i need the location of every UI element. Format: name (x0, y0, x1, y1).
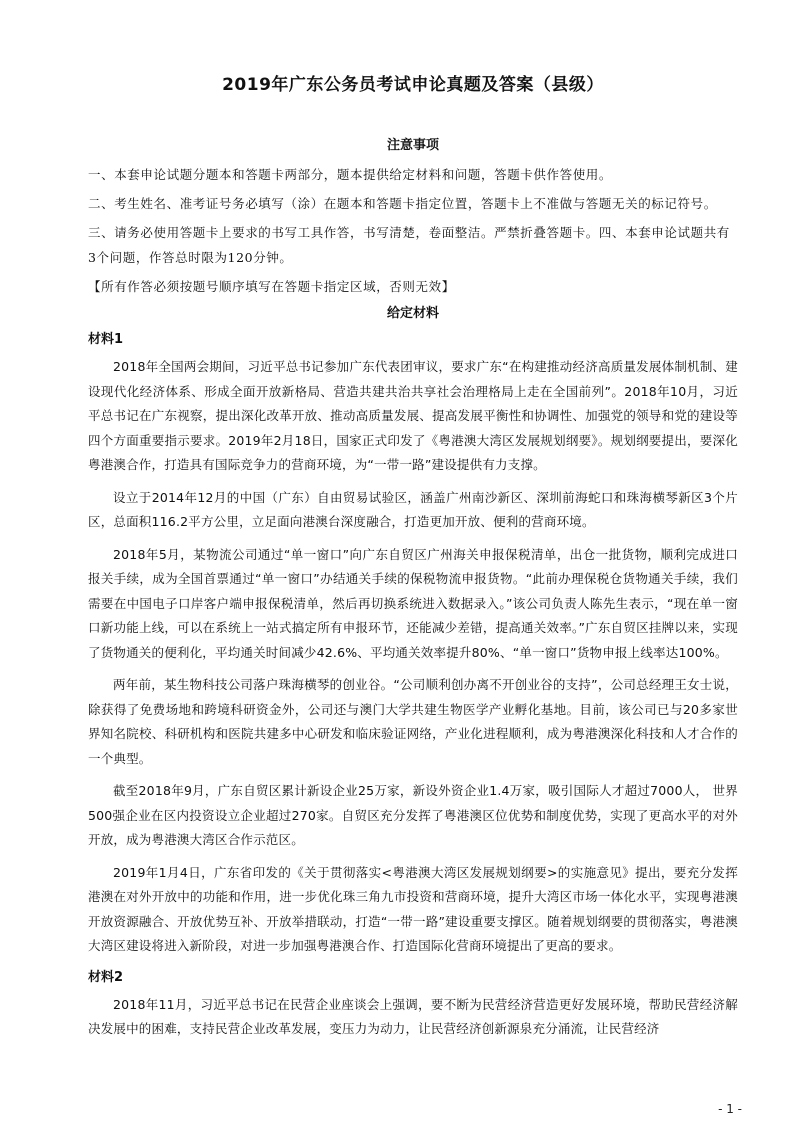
material-paragraph: 2019年1月4日，广东省印发的《关于贯彻落实<粤港澳大湾区发展规划纲要>的实施意见》提出，要充分发挥港澳在对外开放中的功能和作用，进一步优化珠三角九市投资和营商环境，提升大湾区市场一体化水平，实现粤港澳开放资源融合、开放优势互补、开放举措联动，打造“一带一路”建设重要支撑区。随着规划纲要的贯彻落实，粤港澳大湾区建设将进入新阶段，对进一步加强粤港澳合作、打造国际化营商环境提出了更高的要求。 (88, 864, 738, 953)
material-paragraph: 截至2018年9月，广东自贸区累计新设企业25万家，新设外资企业1.4万家，吸引国际人才超过7000人， 世界500强企业在区内投资设立企业超过270家。自贸区充分发挥了粤港澳区位优势和制度优势，实现了更高水平的对外开放，成为粤港澳大湾区合作示范区。 (88, 783, 738, 847)
notice-list (88, 162, 738, 299)
material-paragraph: 2018年11月，习近平总书记在民营企业座谈会上强调，要不断为民营经济营造更好发展环境，帮助民营经济解决发展中的困难，支持民营企业改革发展，变压力为动力，让民营经济创新源泉充分涌流，让民营经济 (88, 996, 738, 1036)
material-paragraph: 设立于2014年12月的中国（广东）自由贸易试验区，涵盖广州南沙新区、深圳前海蛇口和珠海横琴新区3个片区，总面积116.2平方公里，立足面向港澳台深度融合，打造更加开放、便利的营商环境。 (88, 489, 738, 529)
notice-heading: 注意事项 (386, 138, 439, 153)
material-paragraph: 两年前，某生物科技公司落户珠海横琴的创业谷。“公司顺利创办离不开创业谷的支持”，公司总经理王女士说，除获得了免费场地和跨境科研资金外，公司还与澳门大学共建生物医学产业孵化基地。目前，该公司已与20多家世界知名院校、科研机构和医院共建多中心研发和临床验证网络，产业化进程顺利，成为粤港澳深化科技和人才合作的一个典型。 (88, 677, 738, 766)
notice-item: 一、本套申论试题分题本和答题卡两部分，题本提供给定材料和问题，答题卡供作答使用。 (88, 167, 613, 182)
material-paragraph: 2018年全国两会期间，习近平总书记参加广东代表团审议，要求广东“在构建推动经济高质量发展体制机制、建设现代化经济体系、形成全面开放新格局、营造共建共治共享社会治理格局上走在全国前列”。2018年10月，习近平总书记在广东视察，提出深化改革开放、推动高质量发展、提高发展平衡性和协调性、加强党的领导和党的建设等四个方面重要指示要求。2019年2月18日，国家正式印发了《粤港澳大湾区发展规划纲要》。规划纲要提出，要深化粤港澳合作，打造具有国际竞争力的营商环境，为“一带一路”建设提供有力支撑。 (88, 359, 738, 472)
notice-warning: 【所有作答必须按题号顺序填写在答题卡指定区域，否则无效】 (88, 279, 455, 294)
notice-item: 二、考生姓名、准考证号务必填写（涂）在题本和答题卡指定位置，答题卡上不准做与答题无关的标记符号。 (88, 196, 717, 211)
document-page (88, 0, 738, 1050)
material-paragraph: 2018年5月，某物流公司通过“单一窗口”向广东自贸区广州海关申报保税清单，出仓一批货物，顺利完成进口报关手续，成为全国首票通过“单一窗口”办结通关手续的保税物流申报货物。“此前办理保税仓货物通关手续，我们需要在中国电子口岸客户端申报保税清单，然后再切换系统进入数据录入。”该公司负责人陈先生表示，“现在单一窗口新功能上线，可以在系统上一站式搞定所有申报环节，还能减少差错，提高通关效率。”广东自贸区挂牌以来，实现了货物通关的便利化，平均通关时间减少42.6%、平均通关效率提升80%、“单一窗口”货物申报上线率达100%。 (88, 546, 738, 660)
material-1-heading: 材料1 (88, 332, 124, 347)
materials-heading: 给定材料 (386, 306, 439, 321)
page-number: - 1 - (718, 1102, 742, 1116)
notice-item: 三、请务必使用答题卡上要求的书写工具作答，书写清楚，卷面整洁。严禁折叠答题卡。四、本套申论试题共有3个问题，作答总时限为120分钟。 (88, 225, 730, 265)
document-title: 2019年广东公务员考试申论真题及答案（县级） (222, 75, 604, 95)
material-2-heading: 材料2 (88, 969, 124, 985)
